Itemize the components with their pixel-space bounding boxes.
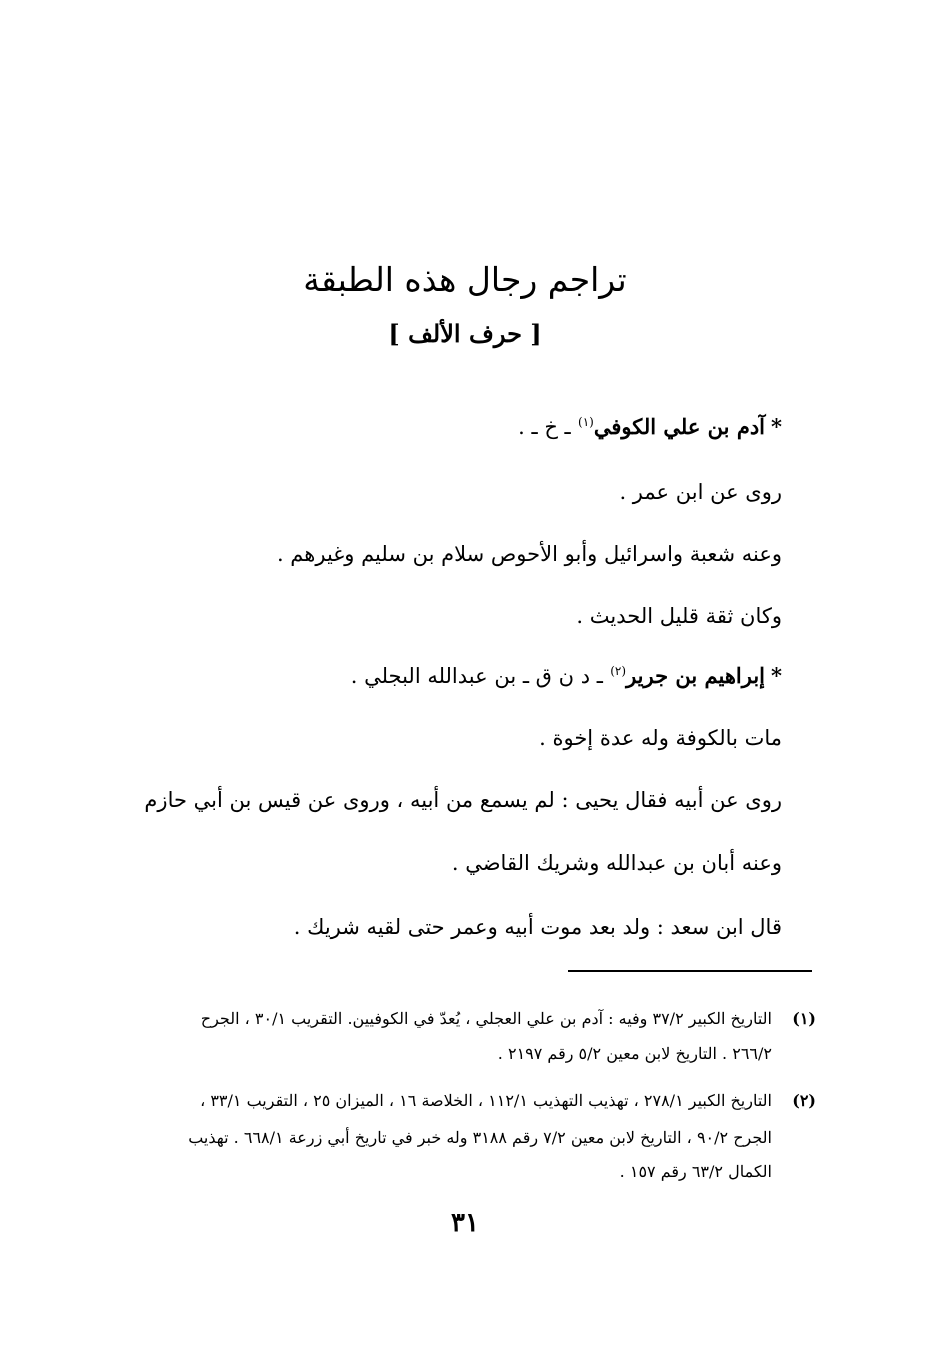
footnote-mark: (١) [578, 415, 594, 429]
entry-text-line: روى عن ابن عمر . [619, 480, 782, 504]
entry-star: * [771, 414, 782, 439]
entry-name: إبراهيم بن جرير [626, 663, 766, 688]
section-subheading: [ حرف الألف ] [388, 319, 542, 348]
footnote-mark: (٢) [610, 664, 627, 678]
entry-heading [120, 659, 782, 693]
footnote-divider [568, 970, 812, 972]
footnote-text-line: ٢٦٦/٢ . التاريخ لابن معين ٥/٢ رقم ٢١٩٧ . [497, 1044, 772, 1063]
page-heading: تراجم رجال هذه الطبقة [303, 260, 627, 299]
footnote-number: (١) [792, 1009, 816, 1028]
footnote [150, 1088, 816, 1114]
footnote-text-line: التاريخ الكبير ٣٧/٢ وفيه : آدم بن علي العجلي ، يُعدّ في الكوفيين. التقريب ٣٠/١ ، الجرح [200, 1009, 772, 1028]
entry-star: * [771, 663, 782, 688]
entry-name: آدم بن علي الكوفي [593, 414, 766, 439]
page-number: ٣١ [451, 1208, 479, 1238]
footnote-continuation [150, 1041, 812, 1067]
footnote-text-line: الجرح ٩٠/٢ ، التاريخ لابن معين ٧/٢ رقم ٣١٨٨ وله خبر في تاريخ أبي زرعة ٦٦٨/١ . تهذيب [188, 1128, 772, 1147]
footnote-text-line: الكمال ٦٣/٢ رقم ١٥٧ . [619, 1162, 772, 1181]
footnote [150, 1006, 816, 1032]
entry-heading [120, 410, 782, 444]
footnote-number: (٢) [792, 1091, 816, 1110]
footnote-continuation [150, 1125, 812, 1151]
entry-text-line: وكان ثقة قليل الحديث . [576, 604, 782, 628]
entry-text-line: قال ابن سعد : ولد بعد موت أبيه وعمر حتى لقيه شريك . [293, 915, 782, 939]
entry-codes: ـ خ ـ . [518, 415, 571, 439]
entry-text-line: وعنه شعبة واسرائيل وأبو الأحوص سلام بن سليم وغيرهم . [276, 542, 782, 566]
entry-text-line: وعنه أبان بن عبدالله وشريك القاضي . [451, 851, 782, 875]
entry-codes: ـ د ن ق ـ بن عبدالله البجلي . [350, 664, 603, 688]
entry-text-line: روى عن أبيه فقال يحيى : لم يسمع من أبيه ، وروى عن قيس بن أبي حازم [144, 788, 782, 812]
entry-text-line: مات بالكوفة وله عدة إخوة . [539, 726, 782, 750]
footnote-continuation [150, 1159, 812, 1185]
footnote-text-line: التاريخ الكبير ٢٧٨/١ ، تهذيب التهذيب ١١٢/١ ، الخلاصة ١٦ ، الميزان ٢٥ ، التقريب ٣٣/١ ، [200, 1091, 772, 1110]
